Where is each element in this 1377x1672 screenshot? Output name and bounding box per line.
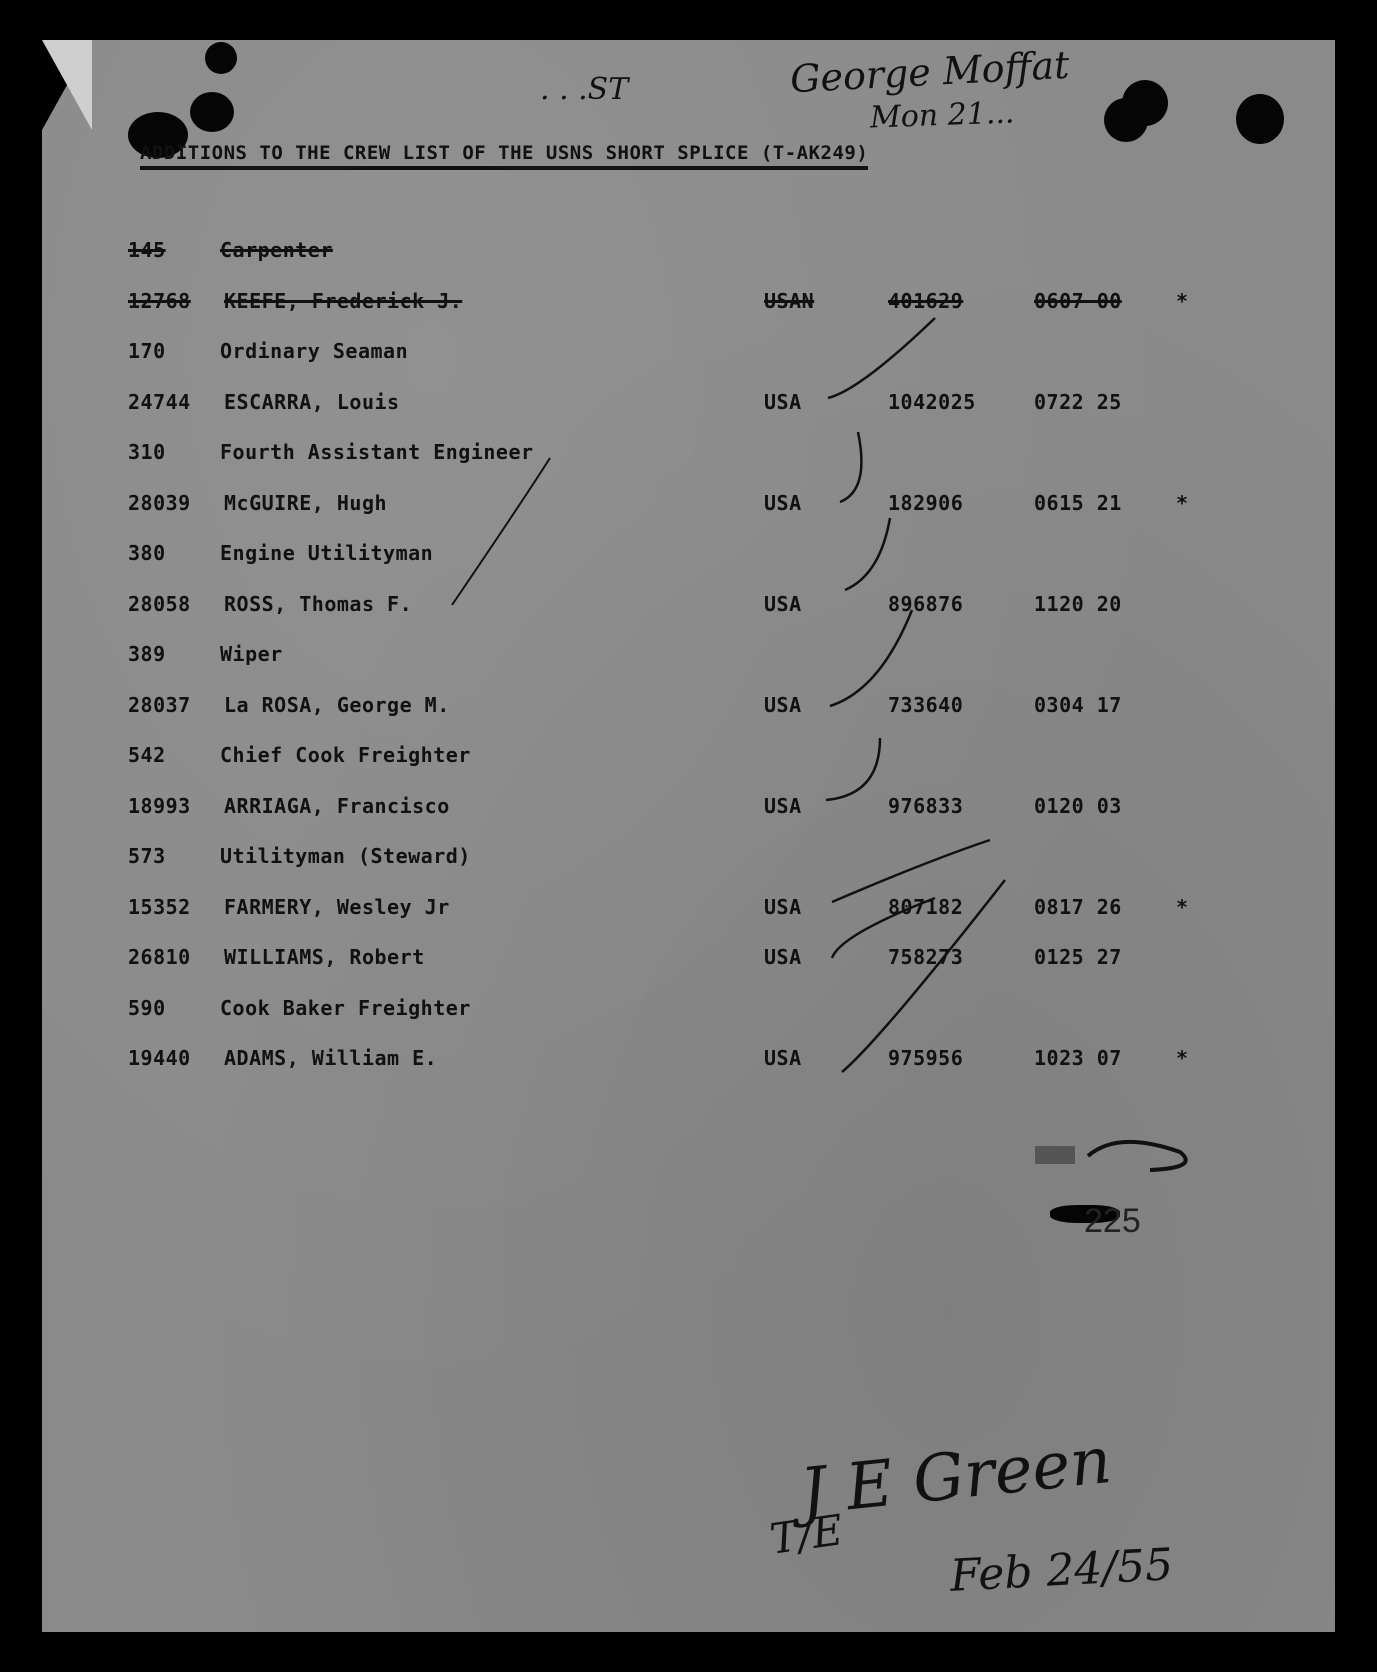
rating-code: 145 [128, 238, 166, 262]
signature-date: Feb 24/55 [948, 1539, 1175, 1602]
crew-number: 12768 [128, 289, 191, 313]
crew-id: 976833 [888, 794, 964, 818]
header-name: George Moffat [789, 42, 1071, 102]
page-number: 225 [1084, 1202, 1141, 1240]
check-mark [840, 432, 861, 502]
crew-name: ADAMS, William E. [224, 1046, 438, 1070]
crew-number: 28037 [128, 693, 191, 717]
crew-id: 1042025 [888, 390, 976, 414]
crew-number: 28058 [128, 592, 191, 616]
crew-date: 0125 27 [1034, 945, 1122, 969]
crew-nationality: USA [764, 895, 802, 919]
crew-number: 26810 [128, 945, 191, 969]
crew-number: 28039 [128, 491, 191, 515]
crew-id: 807182 [888, 895, 964, 919]
header-prefix: . . .ST [540, 72, 629, 107]
crew-nationality: USA [764, 491, 802, 515]
crew-date: 0817 26 [1034, 895, 1122, 919]
crew-number: 15352 [128, 895, 191, 919]
signature-name: J E Green [796, 1423, 1115, 1531]
rating-title: Cook Baker Freighter [220, 996, 471, 1020]
crew-id: 401629 [888, 289, 964, 313]
signature-initials: T/E [766, 1505, 846, 1564]
crew-date: 0615 21 [1034, 491, 1122, 515]
crew-id: 182906 [888, 491, 964, 515]
crew-nationality: USA [764, 592, 802, 616]
crew-date: 1023 07 [1034, 1046, 1122, 1070]
crew-number: 18993 [128, 794, 191, 818]
crew-name: KEEFE, Frederick J. [224, 289, 463, 313]
crew-date: 0722 25 [1034, 390, 1122, 414]
crew-number: 19440 [128, 1046, 191, 1070]
crew-date: 0607 00 [1034, 289, 1122, 313]
check-mark [832, 898, 935, 958]
crew-marker: * [1176, 895, 1189, 919]
rating-code: 573 [128, 844, 166, 868]
crew-name: ESCARRA, Louis [224, 390, 400, 414]
rating-title: Utilityman (Steward) [220, 844, 471, 868]
rating-code: 542 [128, 743, 166, 767]
rating-code: 590 [128, 996, 166, 1020]
crew-name: WILLIAMS, Robert [224, 945, 425, 969]
crew-marker: * [1176, 491, 1189, 515]
check-mark [832, 840, 990, 902]
rating-title: Fourth Assistant Engineer [220, 440, 534, 464]
crew-name: FARMERY, Wesley Jr [224, 895, 450, 919]
document-title: ADDITIONS TO THE CREW LIST OF THE USNS SHORT SPLICE (T-AK249) [140, 142, 868, 170]
rating-code: 310 [128, 440, 166, 464]
crew-nationality: USAN [764, 289, 815, 313]
crew-date: 0120 03 [1034, 794, 1122, 818]
rating-code: 170 [128, 339, 166, 363]
rating-title: Carpenter [220, 238, 333, 262]
crew-nationality: USA [764, 693, 802, 717]
crew-name: McGUIRE, Hugh [224, 491, 388, 515]
rating-title: Chief Cook Freighter [220, 743, 471, 767]
rating-title: Engine Utilityman [220, 541, 434, 565]
check-mark [830, 610, 912, 706]
check-mark [842, 880, 1005, 1072]
crew-nationality: USA [764, 390, 802, 414]
crew-name: ROSS, Thomas F. [224, 592, 413, 616]
check-mark [845, 518, 890, 590]
crew-id: 733640 [888, 693, 964, 717]
crew-number: 24744 [128, 390, 191, 414]
check-mark [828, 318, 935, 398]
stamp-mark [1035, 1146, 1075, 1164]
crew-date: 0304 17 [1034, 693, 1122, 717]
crew-id: 896876 [888, 592, 964, 616]
crew-nationality: USA [764, 794, 802, 818]
check-mark [826, 738, 880, 800]
crew-date: 1120 20 [1034, 592, 1122, 616]
rating-code: 389 [128, 642, 166, 666]
check-mark [452, 458, 550, 605]
crew-nationality: USA [764, 1046, 802, 1070]
crew-marker: * [1176, 1046, 1189, 1070]
header-date: Mon 21... [869, 95, 1015, 136]
crew-id: 758273 [888, 945, 964, 969]
crew-marker: * [1176, 289, 1189, 313]
crew-name: La ROSA, George M. [224, 693, 450, 717]
crew-name: ARRIAGA, Francisco [224, 794, 450, 818]
crew-nationality: USA [764, 945, 802, 969]
rating-title: Wiper [220, 642, 283, 666]
crew-id: 975956 [888, 1046, 964, 1070]
underline-stroke [1088, 1142, 1186, 1170]
rating-title: Ordinary Seaman [220, 339, 409, 363]
rating-code: 380 [128, 541, 166, 565]
